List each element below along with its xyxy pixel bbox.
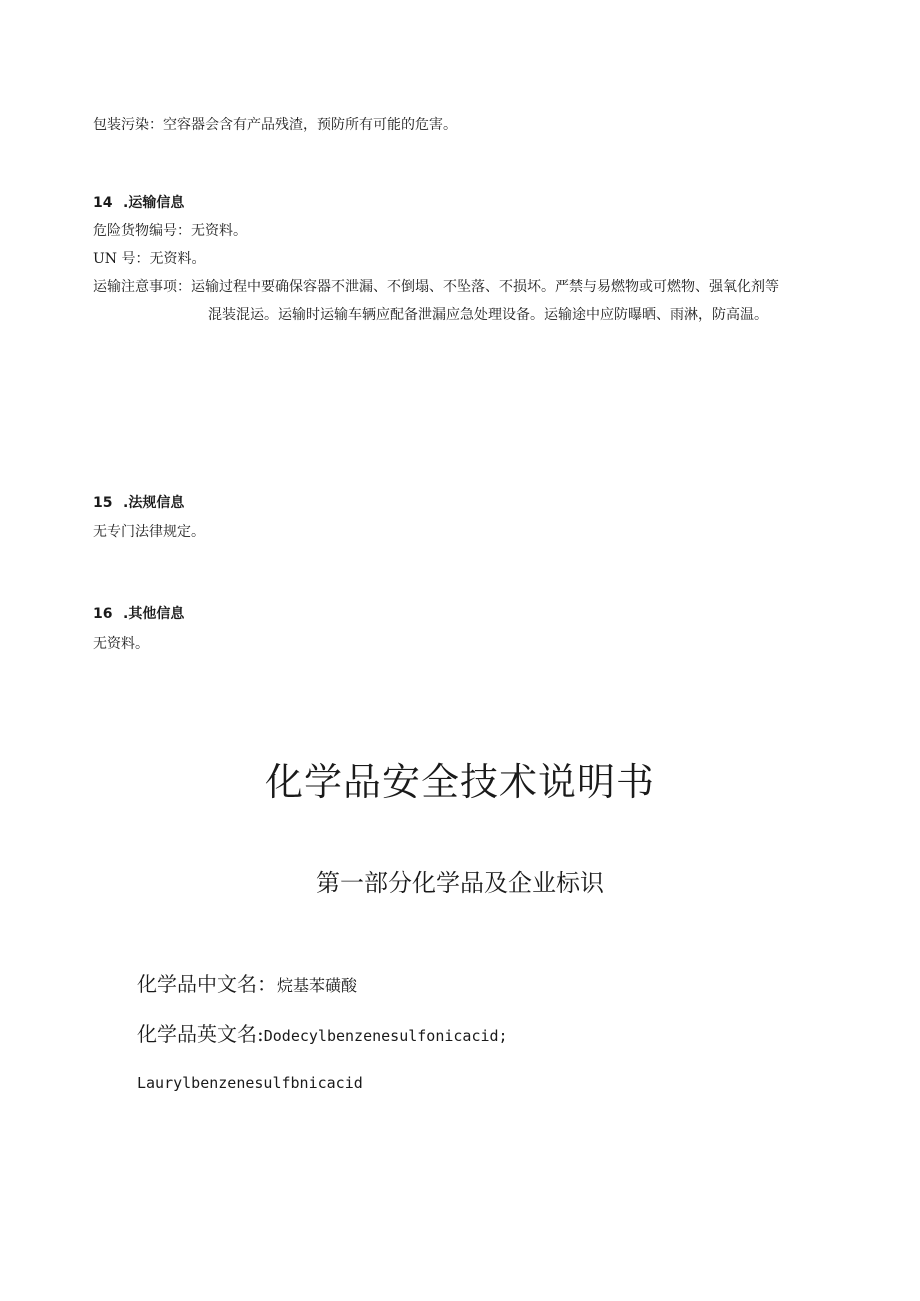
english-name-value: Dodecylbenzenesulfonicacid; [263, 1027, 508, 1045]
transport-notes-line-1: 运输注意事项：运输过程中要确保容器不泄漏、不倒塌、不坠落、不损坏。严禁与易燃物或可燃物、强氧化剂等 [93, 279, 779, 295]
section-16-heading [93, 604, 184, 624]
english-name-label: 化学品英文名: [137, 1022, 264, 1046]
section-15-text: 无专门法律规定。 [93, 524, 205, 540]
section-16-text: 无资料。 [93, 636, 149, 652]
chinese-name-field [137, 970, 357, 1000]
un-number: UN 号：无资料。 [93, 251, 206, 267]
msds-title: 化学品安全技术说明书 [264, 760, 655, 804]
section-15-heading [93, 493, 184, 513]
packaging-contamination-text: 包装污染：空容器会含有产品残渣，预防所有可能的危害。 [93, 117, 457, 133]
transport-notes-line-2: 混装混运。运输时运输车辆应配备泄漏应急处理设备。运输途中应防曝晒、雨淋，防高温。 [208, 307, 768, 323]
dangerous-goods-number: 危险货物编号：无资料。 [93, 223, 247, 239]
section-14-heading [93, 193, 184, 213]
section-15-number: 15 [93, 495, 113, 511]
section-14-title: .运输信息 [123, 195, 185, 211]
chinese-name-value: 烷基苯磺酸 [277, 976, 358, 995]
part-1-heading: 第一部分化学品及企业标识 [316, 869, 604, 897]
english-name-value-2: Laurylbenzenesulfbnicacid [137, 1074, 363, 1092]
section-16-title: .其他信息 [123, 606, 185, 622]
section-14-number: 14 [93, 195, 113, 211]
chinese-name-label: 化学品中文名： [137, 972, 277, 996]
english-name-field [137, 1020, 508, 1050]
section-16-number: 16 [93, 606, 113, 622]
section-15-title: .法规信息 [123, 495, 185, 511]
